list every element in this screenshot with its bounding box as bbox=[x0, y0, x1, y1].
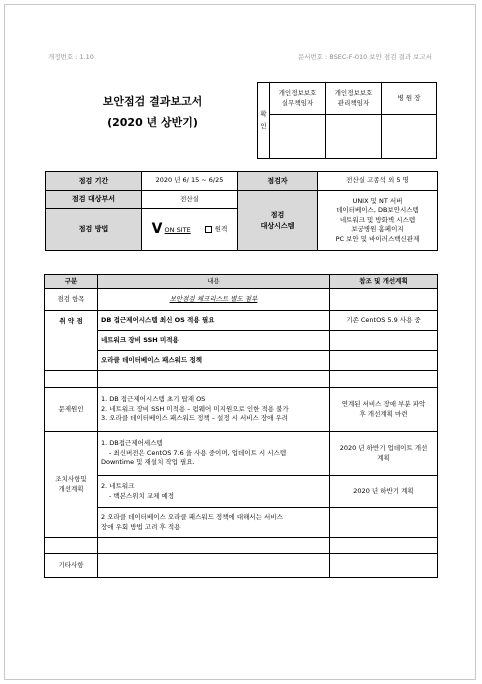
inspector-label: 점검자 bbox=[238, 172, 318, 191]
system-label: 점검 대상시스템 bbox=[238, 191, 318, 251]
method-value bbox=[142, 209, 238, 251]
signature-box bbox=[382, 115, 437, 159]
action-item: 1. DB접근제어세스템 - 최신버전은 CentOS 7.6 을 사용 중이며, 업데이트 시 시스템 Downtime 및 재설치 작업 필요. bbox=[98, 432, 330, 476]
action-label: 조치사항및 개선계획 bbox=[45, 432, 98, 538]
dept-label: 점검 대상부서 bbox=[46, 191, 142, 209]
vuln-label: 취 약 점 bbox=[45, 311, 98, 371]
header-content: 내용 bbox=[98, 275, 330, 289]
cause-content: 1. DB 접근제어시스템 초기 탑재 OS 2. 네트워크 장비 SSH 미적용 – 펌웨어 미지원으로 인한 적용 불가 3. 오라클 데이터베이스 패스워드 정책 – 설정 시 서비스 장애 우려 bbox=[98, 388, 330, 432]
items-ref bbox=[330, 289, 438, 311]
check-mark-icon: V bbox=[151, 221, 163, 238]
vuln-ref: 기존 CentOS 5.9 사용 중 bbox=[330, 311, 438, 331]
signature-box bbox=[270, 115, 326, 159]
action-item: 2. 네트워크 - 백본스위치 교체 예정 bbox=[98, 476, 330, 508]
method-remote: 원격 bbox=[214, 225, 228, 234]
items-value: 보안점검 체크리스트 별도 첨부 bbox=[98, 289, 330, 311]
report-period: (2020 년 상반기) bbox=[107, 116, 198, 129]
revision-number: 개정번호 : 1.10 bbox=[48, 53, 94, 61]
approval-col-chief-manager: 개인정보보호 관리책임자 bbox=[326, 83, 382, 115]
items-label: 점검 항목 bbox=[45, 289, 98, 311]
system-list: UNIX 및 NT 서버 데이터베이스, DB보안시스템 네트워크 및 방화벽 시스템 보궁병원 홈페이지 PC 보안 및 바이러스백신관제 bbox=[318, 191, 438, 251]
method-onsite: ON SITE bbox=[164, 225, 191, 234]
header-reference: 참조 및 개선계획 bbox=[330, 275, 438, 289]
action-item: 2 오라클 데이터베이스 오라클 패스워드 정책에 대해서는 서비스 장애 우회 방법 고려 후 적용 bbox=[98, 508, 330, 538]
period-label: 점검 기간 bbox=[46, 172, 142, 191]
etc-label: 기타사항 bbox=[45, 554, 98, 578]
vuln-item: 오라클 데이터베이스 패스워드 정책 bbox=[98, 351, 330, 371]
approval-side-label: 확인 bbox=[258, 83, 270, 159]
cause-ref: 연계된 서비스 장애 부분 파악 후 개선계획 마련 bbox=[330, 388, 438, 432]
action-ref: 2020 년 하반기 계획 bbox=[330, 476, 438, 508]
vuln-item: 네트워크 장비 SSH 미적용 bbox=[98, 331, 330, 351]
vuln-item: DB 접근제어시스템 최신 OS 적용 필요 bbox=[98, 311, 330, 331]
cause-label: 문제원인 bbox=[45, 388, 98, 432]
header-category: 구분 bbox=[45, 275, 98, 289]
inspector-value: 전산실 고종석 외 5 명 bbox=[318, 172, 438, 191]
dept-value: 전산실 bbox=[142, 191, 238, 209]
approval-table bbox=[257, 82, 437, 159]
period-value: 2020 년 6/ 15 ~ 6/25 bbox=[142, 172, 238, 191]
checkbox-icon bbox=[205, 226, 212, 233]
result-table bbox=[44, 274, 438, 578]
report-title: 보안점검 결과보고서 bbox=[102, 95, 203, 108]
etc-content bbox=[98, 554, 330, 578]
document-number: 문서번호 : BSEC-F-010 보안 점검 결과 보고서 bbox=[297, 53, 432, 61]
etc-ref bbox=[330, 554, 438, 578]
signature-box bbox=[326, 115, 382, 159]
method-label: 점검 방법 bbox=[46, 209, 142, 251]
inspection-info-table bbox=[45, 171, 438, 251]
approval-col-director: 병 원 장 bbox=[382, 83, 437, 115]
action-ref: 2020 년 하반기 업데이트 개선 계획 bbox=[330, 432, 438, 476]
approval-col-practical-manager: 개인정보보호 실무책임자 bbox=[270, 83, 326, 115]
